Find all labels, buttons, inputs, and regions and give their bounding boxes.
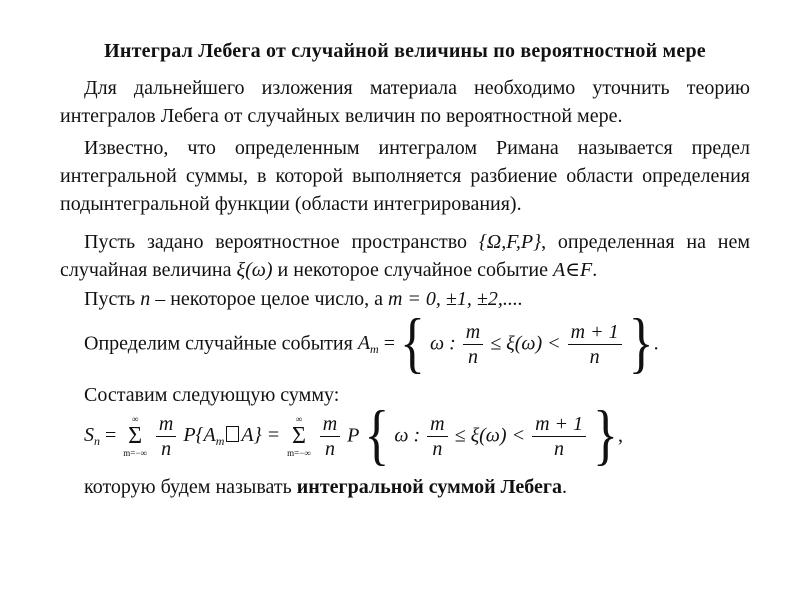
event-eq: = — [383, 332, 395, 355]
p4-dash: – — [155, 288, 166, 310]
probability-space: {Ω,F,P} — [478, 231, 542, 253]
sum-fraction-4 — [532, 412, 586, 461]
sum-operator-2 — [287, 414, 311, 458]
sum-p-after: P — [347, 424, 360, 447]
p4-before: Пусть — [84, 288, 136, 310]
paragraph-3 — [60, 228, 750, 284]
sum-p-sub: m — [215, 433, 225, 448]
paragraph-6: Составим следующую сумму: — [84, 384, 340, 406]
sum-end: , — [618, 424, 623, 447]
sum2-top: ∞ — [295, 414, 303, 424]
frac-den-2: n — [589, 345, 600, 368]
lebesgue-sum-formula — [84, 398, 623, 473]
p4-mid: некоторое целое число, а — [170, 288, 383, 310]
sum-frac2-den: n — [324, 437, 335, 460]
sum-lhs — [84, 424, 100, 446]
sum-frac1-num: m — [156, 412, 176, 437]
p7-before: которую будем называть — [84, 476, 292, 498]
p4-n: n — [140, 288, 151, 310]
sum-frac3-num: m — [427, 412, 447, 437]
sum-omega: ω : — [394, 424, 421, 447]
random-event: A∈F — [552, 259, 593, 281]
sum-eq: = — [105, 424, 117, 447]
slide-title: Интеграл Лебега от случайной величины по вероятностной мере — [104, 40, 706, 62]
right-brace: } — [628, 306, 654, 381]
p7-end: . — [561, 476, 567, 498]
sum-left-brace: { — [364, 398, 390, 473]
p7-bold-term: интегральной суммой Лебега — [296, 476, 562, 498]
left-brace: { — [399, 306, 425, 381]
sum-right-brace: } — [593, 398, 618, 473]
random-variable: ξ(ω) — [236, 259, 273, 281]
event-definition — [84, 306, 659, 381]
sum-sigma: Σ — [128, 423, 143, 449]
sum-fraction-1 — [156, 412, 176, 461]
sum-operator-1 — [123, 414, 147, 458]
p3-after1: , определенная на нем случайная величина — [60, 231, 751, 281]
event-lhs-sub: m — [370, 341, 379, 356]
sum-lhs-letter: S — [84, 423, 94, 446]
p3-after2: и некоторое случайное событие — [277, 259, 548, 281]
sum-p-open: P{A — [183, 423, 216, 446]
paragraph-1 — [60, 74, 750, 130]
paragraph-4 — [84, 288, 523, 311]
sum-frac1-den: n — [161, 437, 172, 460]
frac-num-2: m + 1 — [568, 320, 622, 345]
paragraph-2 — [60, 134, 750, 218]
p3-before: Пусть задано вероятностное пространство — [84, 231, 468, 253]
frac-num: m — [463, 320, 483, 345]
sum-mid: ≤ ξ(ω) < — [454, 424, 526, 447]
event-omega: ω : — [429, 332, 456, 355]
sum-frac3-den: n — [432, 437, 443, 460]
sum-fraction-3 — [427, 412, 447, 461]
sum-lhs-sub: n — [94, 433, 100, 448]
event-lhs-letter: A — [357, 331, 371, 354]
sum-p-part — [183, 424, 280, 446]
sum2-sigma: Σ — [291, 423, 306, 449]
fraction-m-over-n — [463, 320, 483, 369]
sum-top: ∞ — [131, 414, 139, 424]
sum-frac4-den: n — [554, 437, 565, 460]
event-mid: ≤ ξ(ω) < — [490, 332, 561, 355]
sum-bottom: m=−∞ — [123, 448, 147, 458]
intersection-box-icon — [226, 426, 239, 442]
sum-p-close: A} = — [241, 423, 281, 446]
p4-m-range: m = 0, ±1, ±2,.... — [387, 288, 523, 310]
sum-frac2-num: m — [320, 412, 340, 437]
paragraph-1-text: Для дальнейшего изложения материала необходимо уточнить теорию интегралов Лебега от случайных величин по вероятностной мере. — [60, 77, 750, 127]
sum2-bottom: m=−∞ — [287, 448, 311, 458]
p5-text: Определим случайные события — [84, 332, 353, 355]
sum-frac4-num: m + 1 — [532, 412, 586, 437]
sum-fraction-2 — [320, 412, 340, 461]
event-end: . — [653, 332, 659, 355]
paragraph-7 — [84, 476, 567, 499]
frac-den: n — [467, 345, 478, 368]
event-lhs — [358, 332, 379, 354]
fraction-m-plus-1-over-n — [568, 320, 622, 369]
p3-end: . — [592, 259, 598, 281]
paragraph-2-text: Известно, что определенным интегралом Римана называется предел интегральной суммы, в которой выполняется разбиение области определения подынтегральной функции (области интегрирования). — [60, 137, 750, 215]
